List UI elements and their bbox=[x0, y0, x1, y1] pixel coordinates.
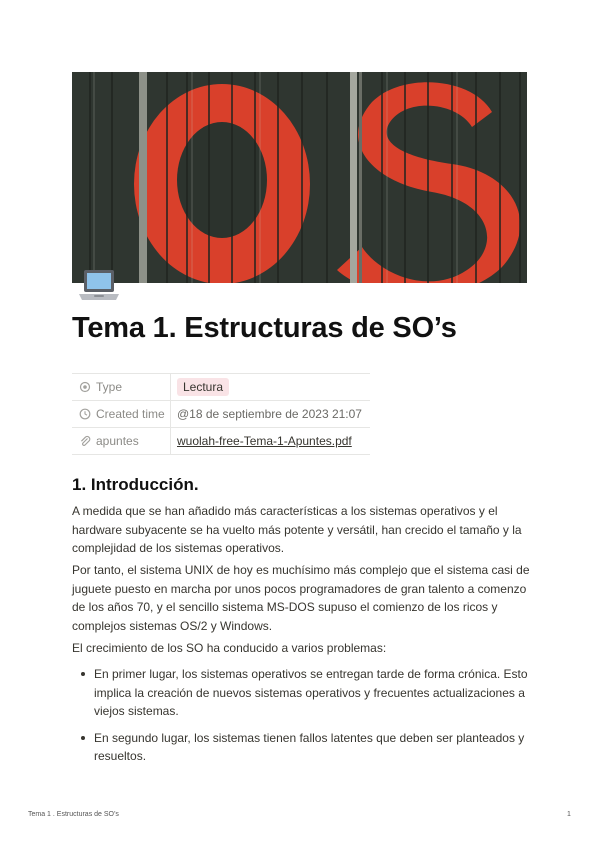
page-title: Tema 1. Estructuras de SO’s bbox=[72, 312, 457, 344]
created-time-value: @18 de septiembre de 2023 21:07 bbox=[171, 401, 371, 428]
attachment-link[interactable]: wuolah-free-Tema-1-Apuntes.pdf bbox=[177, 434, 352, 448]
property-key: Created time bbox=[96, 407, 165, 421]
property-key: apuntes bbox=[96, 434, 139, 448]
list-item: En segundo lugar, los sistemas tienen fallos latentes que deben ser planteados y resueltos. bbox=[72, 729, 532, 766]
status-icon bbox=[78, 380, 92, 394]
property-row-type bbox=[72, 374, 370, 401]
page-number: 1 bbox=[567, 811, 571, 818]
paperclip-icon bbox=[78, 434, 92, 448]
cover-image bbox=[72, 72, 527, 283]
property-row-created-time bbox=[72, 401, 370, 428]
bullet-list bbox=[72, 665, 532, 774]
clock-icon bbox=[78, 407, 92, 421]
paragraph: El crecimiento de los SO ha conducido a varios problemas: bbox=[72, 641, 387, 655]
paragraph: A medida que se han añadido más características a los sistemas operativos y el hardware subyacente se ha vuelto más potente y versátil, han crecido el tamaño y la complejidad de los sistemas operativos. bbox=[72, 504, 522, 555]
bullet-icon bbox=[81, 672, 85, 676]
laptop-icon bbox=[78, 268, 120, 304]
type-tag[interactable]: Lectura bbox=[177, 378, 229, 396]
properties-table bbox=[72, 373, 370, 455]
list-item: En primer lugar, los sistemas operativos se entregan tarde de forma crónica. Esto implica la creación de nuevos sistemas operativos y frecuentes actualizaciones a viejos sistemas. bbox=[72, 665, 532, 721]
property-row-apuntes bbox=[72, 428, 370, 455]
section-heading: 1. Introducción. bbox=[72, 475, 199, 494]
paragraph: Por tanto, el sistema UNIX de hoy es muchísimo más complejo que el sistema casi de juguete puesto en marcha por unos pocos programadores de gran talento a comenzo de los años 70, y el sencillo sistema MS-DOS supuso el comienzo de los ricos y complejos sistemas OS/2 y Windows. bbox=[72, 563, 530, 633]
property-key: Type bbox=[96, 380, 123, 394]
footer-title: Tema 1 . Estructuras de SO’s bbox=[28, 811, 119, 818]
bullet-icon bbox=[81, 736, 85, 740]
